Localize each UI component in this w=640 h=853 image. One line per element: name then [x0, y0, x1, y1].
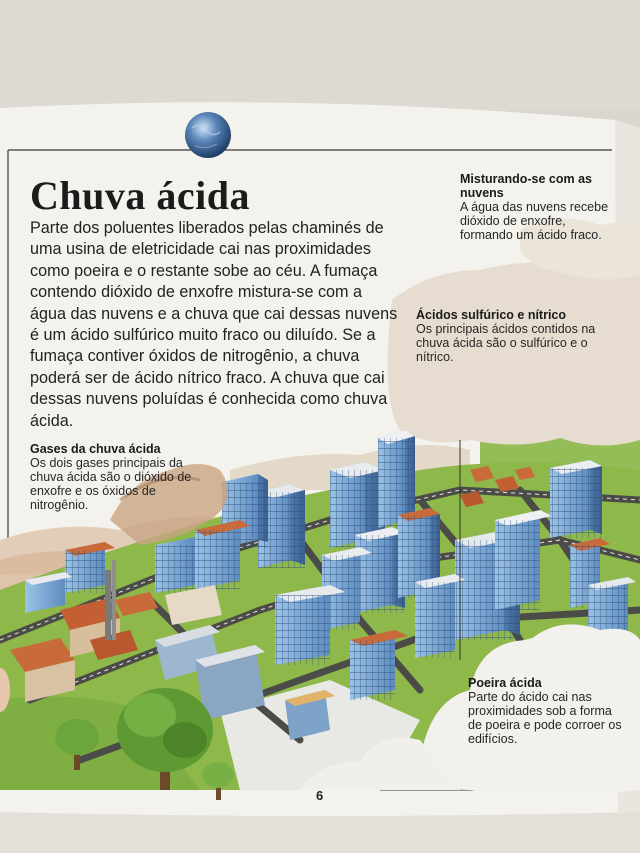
caption-dust [468, 676, 628, 746]
caption-gases-heading: Gases da chuva ácida [30, 442, 161, 456]
page-number: 6 [316, 788, 324, 803]
caption-dust-body: Parte do ácido cai nas proximidades sob a forma de poeira e pode corroer os edifícios. [468, 690, 622, 746]
caption-mixing-heading: Misturando-se com as nuvens [460, 172, 592, 200]
caption-dust-heading: Poeira ácida [468, 676, 542, 690]
intro-paragraph: Parte dos poluentes liberados pelas chaminés de uma usina de eletricidade cai nas proximidades como poeira e o restante sobe ao céu. A fumaça contendo dióxido de enxofre mistura-se com a água das nuvens e a chuva que cai dessas nuvens é um ácido sulfúrico muito fraco ou diluído. Se a fumaça contiver óxidos de nitrogênio, a chuva poderá ser de ácido nítrico fraco. A chuva que cai dessas nuvens poluídas é conhecida como chuva ácida. [30, 219, 398, 430]
page-title: Chuva ácida [30, 173, 250, 218]
caption-acids-body: Os principais ácidos contidos na chuva ácida são o sulfúrico e o nítrico. [416, 322, 596, 364]
caption-acids [416, 308, 606, 364]
caption-mixing [460, 172, 620, 242]
globe-icon [185, 112, 231, 158]
caption-gases [30, 442, 205, 512]
caption-mixing-body: A água das nuvens recebe dióxido de enxofre, formando um ácido fraco. [460, 200, 609, 242]
caption-gases-body: Os dois gases principais da chuva ácida são o dióxido de enxofre e os óxidos de nitrogênio. [30, 456, 192, 512]
caption-acids-heading: Ácidos sulfúrico e nítrico [416, 308, 567, 322]
